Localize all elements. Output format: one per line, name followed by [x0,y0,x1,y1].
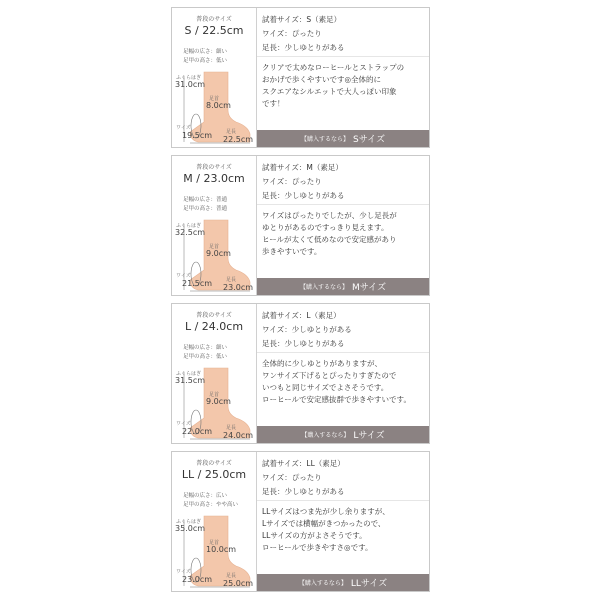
tried-wise: ワイズ：ぴったり [262,473,322,482]
measurement-panel [172,156,257,295]
width-label: ワイズ [176,421,191,427]
comment-line: ワイズはぴったりでしたが、少し足長が [262,211,397,220]
measurement-panel [172,452,257,591]
buy-size-label: Mサイズ [351,283,387,293]
comment-line: ローヒールで安定感抜群で歩きやすいです。 [262,395,411,404]
comment-line: おかげで歩くやすいです◎全体的に [262,75,382,84]
tried-specs [262,161,345,203]
tried-size: 試着サイズ：L（素足） [262,311,341,320]
comment-line: ヒールが太くて低めなので安定感があり [262,235,397,244]
buy-prefix: 【購入するなら】 [298,580,347,587]
usual-size-value: LL / 25.0cm [181,468,247,481]
review-panel [257,156,429,295]
usual-size-value: L / 24.0cm [184,320,244,333]
tried-specs [262,457,345,499]
tried-wise: ワイズ：ぴったり [262,177,322,186]
usual-size-value: S / 22.5cm [184,24,244,37]
comment-line: 歩きやすいです。 [262,247,322,256]
usual-size-heading: 普段のサイズ [196,164,232,171]
tried-length: 足長：少しゆとりがある [262,487,345,496]
usual-size-value: M / 23.0cm [183,172,245,185]
length-label: 足長 [226,573,237,579]
width-label: ワイズ [176,125,191,131]
length-value: 25.0cm [223,579,254,588]
buy-prefix: 【購入するなら】 [300,136,349,143]
length-label: 足長 [226,277,237,283]
comment-line: です！ [262,99,285,108]
comment-line: いつもと同じサイズでよさそうです。 [262,383,389,392]
usual-size-heading: 普段のサイズ [196,16,232,23]
foot-width-note: 足幅の広さ：普通 [183,197,228,203]
review-panel [257,304,429,443]
comment-line: 全体的に少しゆとりがありますが、 [262,359,382,368]
length-value: 23.0cm [223,283,254,292]
divider [257,204,429,205]
review-comment [262,506,390,554]
comment-line: ローヒールで歩きやすさ◎です。 [262,543,373,552]
ankle-label: 足首 [209,244,220,250]
width-label: ワイズ [176,273,191,279]
review-comment [262,210,397,258]
review-comment [262,358,411,406]
buy-size-label: LLサイズ [350,579,388,589]
review-comment [262,62,404,110]
ankle-label: 足首 [209,392,220,398]
width-value: 21.5cm [182,279,213,288]
ankle-value: 9.0cm [206,249,231,258]
size-card-l [171,303,430,444]
ankle-label: 足首 [209,540,220,546]
ankle-value: 8.0cm [206,101,231,110]
calf-value: 31.5cm [175,376,206,385]
calf-label: ふくらはぎ [176,223,202,229]
buy-size-button[interactable] [257,130,429,147]
foot-notes [183,196,227,214]
divider [257,56,429,57]
calf-label: ふくらはぎ [176,519,202,525]
usual-size-heading: 普段のサイズ [196,460,232,467]
measurement-panel [172,8,257,147]
foot-width-note: 足幅の広さ：広い [183,493,228,499]
width-label: ワイズ [176,569,191,575]
tried-length: 足長：少しゆとりがある [262,43,345,52]
buy-size-button[interactable] [257,278,429,295]
calf-value: 32.5cm [175,228,206,237]
size-card-m [171,155,430,296]
width-value: 22.0cm [182,427,213,436]
foot-notes [183,344,227,362]
comment-line: Lサイズでは横幅がきつかったので、 [262,519,386,528]
size-card-ll [171,451,430,592]
review-panel [257,452,429,591]
divider [257,352,429,353]
comment-line: クリアで太めなローヒールとストラップの [262,63,405,72]
foot-notes [183,48,227,66]
comment-line: LLサイズの方がよさそうです。 [262,531,367,540]
width-value: 23.0cm [182,575,213,584]
calf-label: ふくらはぎ [176,75,202,81]
calf-value: 35.0cm [175,524,206,533]
ankle-label: 足首 [209,96,220,102]
buy-prefix: 【購入するなら】 [301,432,350,439]
buy-size-button[interactable] [257,574,429,591]
buy-prefix: 【購入するなら】 [299,284,348,291]
comment-line: ゆとりがあるのですっきり見えます。 [262,223,389,232]
length-value: 22.5cm [223,135,254,144]
instep-height-note: 足甲の高さ：やや高い [183,502,239,508]
tried-size: 試着サイズ：LL（素足） [262,459,345,468]
ankle-value: 9.0cm [206,397,231,406]
divider [257,500,429,501]
tried-length: 足長：少しゆとりがある [262,339,345,348]
buy-size-label: Sサイズ [353,135,385,145]
tried-specs [262,309,352,351]
length-value: 24.0cm [223,431,254,440]
tried-wise: ワイズ：ぴったり [262,29,322,38]
width-value: 19.5cm [182,131,213,140]
buy-size-label: Lサイズ [353,431,385,441]
instep-height-note: 足甲の高さ：低い [183,354,228,360]
usual-size-heading: 普段のサイズ [196,312,232,319]
tried-size: 試着サイズ：S（素足） [262,15,342,24]
size-card-s [171,7,430,148]
buy-size-button[interactable] [257,426,429,443]
comment-line: スクエアなシルエットで大人っぽい印象 [262,87,397,96]
length-label: 足長 [226,425,237,431]
length-label: 足長 [226,129,237,135]
foot-notes [183,492,238,510]
foot-width-note: 足幅の広さ：細い [183,49,228,55]
tried-wise: ワイズ：少しゆとりがある [262,325,352,334]
foot-width-note: 足幅の広さ：細い [183,345,228,351]
instep-height-note: 足甲の高さ：低い [183,58,228,64]
comment-line: LLサイズはつま先が少し余りますが、 [262,507,390,516]
review-panel [257,8,429,147]
measurement-panel [172,304,257,443]
comment-line: ワンサイズ下げるとぴったりすぎたので [262,371,397,380]
tried-length: 足長：少しゆとりがある [262,191,345,200]
instep-height-note: 足甲の高さ：普通 [183,206,228,212]
calf-value: 31.0cm [175,80,206,89]
tried-specs [262,13,345,55]
calf-label: ふくらはぎ [176,371,202,377]
ankle-value: 10.0cm [206,545,237,554]
tried-size: 試着サイズ：M（素足） [262,163,343,172]
